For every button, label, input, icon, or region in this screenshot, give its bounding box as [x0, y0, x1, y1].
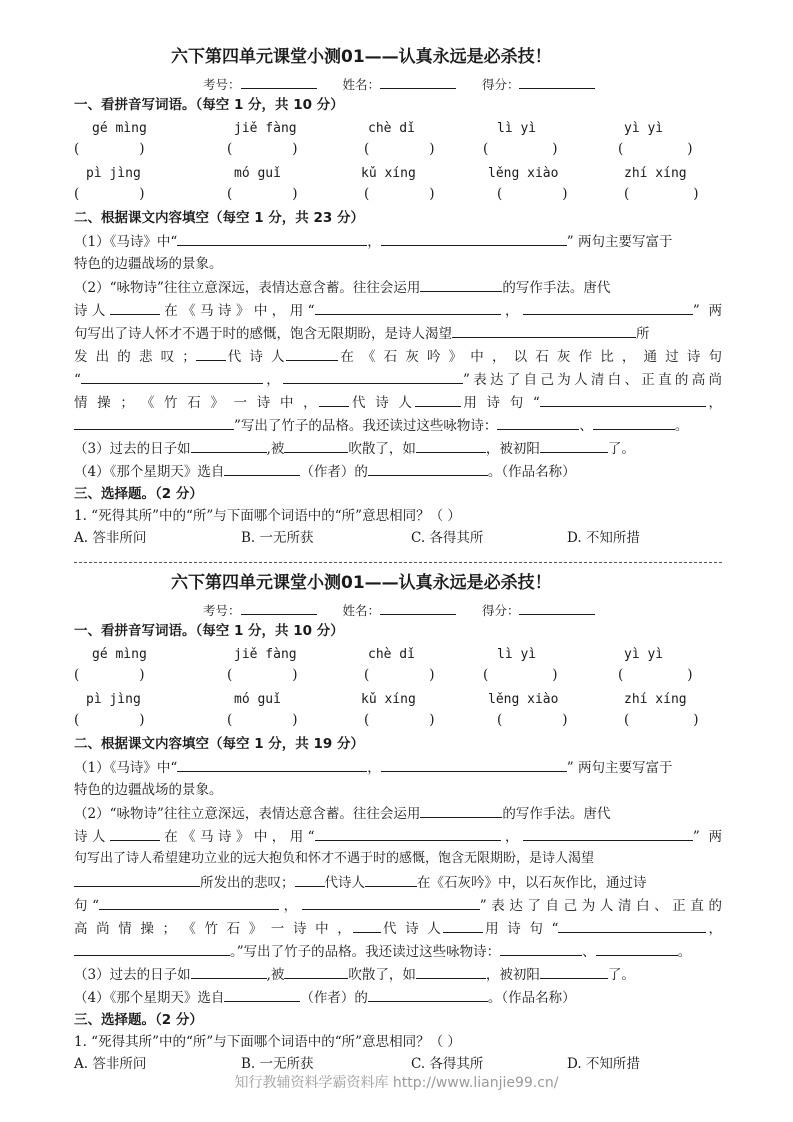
pinyin-item: pì jìng: [86, 166, 141, 181]
pinyin-item: lěng xiào: [488, 692, 559, 707]
pinyin-item: gé mìng: [92, 647, 147, 662]
pinyin-item: chè dǐ: [368, 647, 415, 662]
sheet-title: 六下第四单元课堂小测01——认真永远是必杀技！: [171, 573, 552, 593]
fill-blank[interactable]: [191, 965, 267, 979]
name-blank[interactable]: [380, 601, 456, 615]
choice-option-c[interactable]: C. 各得其所: [411, 530, 484, 546]
fill-blank[interactable]: [177, 758, 367, 772]
cut-line-divider: [74, 562, 722, 563]
fill-line: （3）过去的日子如 ,被 吹散了，如 ，被初阳 了。: [74, 967, 635, 983]
fill-blank[interactable]: [295, 873, 325, 887]
fill-line: 特色的边疆战场的景象。: [74, 782, 223, 798]
fill-line: 情 操 ； 《 竹 石 》 一 诗 中 ， 代 诗 人 用 诗 句 “ ，: [74, 395, 722, 411]
score-blank[interactable]: [519, 601, 595, 615]
fill-blank[interactable]: [319, 393, 349, 407]
section-3-heading: 三、选择题。（2 分）: [74, 486, 203, 502]
answer-box[interactable]: ( ): [497, 712, 568, 728]
fill-blank[interactable]: [500, 942, 582, 956]
fill-line: ”写出了竹子的品格。我还读过这些咏物诗： 、 。: [74, 416, 722, 435]
answer-box[interactable]: ( ): [227, 141, 298, 157]
fill-blank[interactable]: [415, 393, 461, 407]
fill-blank[interactable]: [381, 232, 567, 246]
fill-line: 句写出了诗人怀才不遇于时的感慨，饱含无限期盼，是诗人渴望 所: [74, 326, 650, 342]
fill-blank[interactable]: [196, 347, 226, 361]
fill-blank[interactable]: [283, 370, 463, 384]
fill-line: 。”写出了竹子的品格。我还读过这些咏物诗： 、 。: [74, 942, 722, 961]
fill-line: （1）《马诗》中“ ， ” 两句主要写富于: [74, 234, 673, 250]
pinyin-item: pì jìng: [86, 692, 141, 707]
fill-blank[interactable]: [443, 919, 483, 933]
pinyin-item: jiě fàng: [234, 121, 297, 136]
section-1-heading: 一、看拼音写词语。（每空 1 分，共 10 分）: [74, 623, 344, 639]
fill-blank[interactable]: [224, 988, 300, 1002]
choice-question: 1. “死得其所”中的“所”与下面哪个词语中的“所”意思相同？（ ）: [74, 508, 461, 524]
fill-blank[interactable]: [302, 896, 480, 910]
fill-blank[interactable]: [224, 462, 300, 476]
fill-blank[interactable]: [81, 370, 263, 384]
answer-box[interactable]: ( ): [483, 667, 558, 683]
pinyin-item: chè dǐ: [368, 121, 415, 136]
name-label: 姓名：: [342, 603, 380, 618]
pinyin-item: gé mìng: [92, 121, 147, 136]
fill-blank[interactable]: [593, 416, 675, 430]
watermark-text: 知行教辅资料学霸资料库 http://www.lianjie99.cn/: [234, 1075, 559, 1091]
fill-line: （4）《那个星期天》选自 （作者）的 。（作品名称）: [74, 464, 576, 480]
choice-option-a[interactable]: A. 答非所问: [74, 530, 147, 546]
fill-blank[interactable]: [315, 827, 501, 841]
answer-box[interactable]: ( ): [618, 667, 693, 683]
choice-option-d[interactable]: D. 不知所措: [567, 530, 640, 546]
fill-blank[interactable]: [353, 919, 381, 933]
fill-blank[interactable]: [420, 278, 502, 292]
answer-box[interactable]: ( ): [74, 186, 145, 202]
fill-blank[interactable]: [99, 896, 279, 910]
pinyin-item: mó guǐ: [234, 692, 281, 707]
answer-box[interactable]: ( ): [227, 667, 298, 683]
fill-line: “ ， ”表达了自己为人清白、正直的高尚: [74, 372, 723, 388]
choice-option-b[interactable]: B. 一无所获: [241, 1056, 314, 1072]
fill-blank[interactable]: [74, 416, 234, 430]
fill-line: （2）“咏物诗”往往立意深远，表情达意含蓄。往往会运用 的写作手法。唐代: [74, 280, 611, 296]
section-3-heading: 三、选择题。（2 分）: [74, 1012, 203, 1028]
fill-blank[interactable]: [540, 393, 706, 407]
answer-box[interactable]: ( ): [74, 712, 145, 728]
fill-line: 高 尚 情 操 ； 《 竹 石 》 一 诗 中 ， 代 诗 人 用 诗 句 “ ，: [74, 921, 723, 937]
fill-blank[interactable]: [284, 439, 348, 453]
section-2-heading: 二、根据课文内容填空（每空 1 分，共 19 分）: [74, 736, 364, 752]
fill-line: 发 出 的 悲 叹 ； 代 诗 人 在 《 石 灰 吟 》 中 ， 以 石 灰 作 比 ， 通 过 诗 句: [74, 349, 722, 365]
fill-blank[interactable]: [523, 301, 693, 315]
answer-box[interactable]: ( ): [483, 141, 558, 157]
fill-blank[interactable]: [286, 347, 338, 361]
fill-blank[interactable]: [368, 462, 488, 476]
fill-blank[interactable]: [416, 965, 486, 979]
fill-line: （1）《马诗》中“ ， ” 两句主要写富于: [74, 760, 673, 776]
fill-blank[interactable]: [452, 324, 636, 338]
fill-blank[interactable]: [416, 439, 486, 453]
choice-question: 1. “死得其所”中的“所”与下面哪个词语中的“所”意思相同？（ ）: [74, 1034, 461, 1050]
fill-blank[interactable]: [110, 827, 160, 841]
fill-blank[interactable]: [368, 988, 488, 1002]
pinyin-item: lěng xiào: [488, 166, 559, 181]
pinyin-item: mó guǐ: [234, 166, 281, 181]
pinyin-item: jiě fàng: [234, 647, 297, 662]
pinyin-item: zhí xíng: [624, 166, 687, 181]
choice-option-b[interactable]: B. 一无所获: [241, 530, 314, 546]
fill-blank[interactable]: [420, 804, 502, 818]
answer-box[interactable]: ( ): [227, 186, 298, 202]
choice-option-d[interactable]: D. 不知所措: [567, 1056, 640, 1072]
fill-blank[interactable]: [540, 439, 608, 453]
exam-number-blank[interactable]: [241, 75, 317, 89]
fill-blank[interactable]: [177, 232, 367, 246]
fill-line: （3）过去的日子如 ,被 吹散了，如 ，被初阳 了。: [74, 441, 635, 457]
answer-box[interactable]: ( ): [618, 141, 693, 157]
answer-box[interactable]: ( ): [227, 712, 298, 728]
fill-line: 特色的边疆战场的景象。: [74, 256, 223, 272]
score-label: 得分：: [481, 77, 520, 92]
fill-blank[interactable]: [497, 416, 579, 430]
exam-number-blank[interactable]: [241, 601, 317, 615]
name-blank[interactable]: [380, 75, 456, 89]
pinyin-item: yì yì: [624, 647, 664, 662]
fill-line: 句“ ， ”表达了自己为人清白、正直的: [74, 898, 723, 914]
pinyin-item: lì yì: [497, 647, 537, 662]
pinyin-item: yì yì: [624, 121, 664, 136]
section-2-heading: 二、根据课文内容填空（每空 1 分，共 23 分）: [74, 210, 364, 226]
pinyin-item: kǔ xíng: [361, 166, 416, 181]
sheet-title: 六下第四单元课堂小测01——认真永远是必杀技！: [171, 47, 552, 67]
fill-blank[interactable]: [284, 965, 348, 979]
fill-blank[interactable]: [558, 919, 706, 933]
choice-option-a[interactable]: A. 答非所问: [74, 1056, 147, 1072]
fill-line: （4）《那个星期天》选自 （作者）的 。（作品名称）: [74, 990, 576, 1006]
answer-box[interactable]: ( ): [624, 186, 699, 202]
fill-line: （2）“咏物诗”往往立意深远，表情达意含蓄。往往会运用 的写作手法。唐代: [74, 806, 611, 822]
answer-box[interactable]: ( ): [364, 712, 435, 728]
exam-number-label: 考号：: [203, 603, 241, 618]
fill-blank[interactable]: [74, 873, 200, 887]
fill-blank[interactable]: [596, 942, 678, 956]
answer-box[interactable]: ( ): [364, 186, 435, 202]
answer-box[interactable]: ( ): [624, 712, 699, 728]
score-label: 得分：: [481, 603, 520, 618]
answer-box[interactable]: ( ): [74, 141, 145, 157]
fill-line: 诗人 在《马诗》中，用“ ， ” 两: [74, 303, 723, 319]
student-info-row: [203, 601, 595, 620]
pinyin-item: kǔ xíng: [361, 692, 416, 707]
fill-blank[interactable]: [315, 301, 501, 315]
pinyin-item: lì yì: [497, 121, 537, 136]
section-1-heading: 一、看拼音写词语。（每空 1 分，共 10 分）: [74, 97, 344, 113]
pinyin-item: zhí xíng: [624, 692, 687, 707]
fill-blank[interactable]: [381, 758, 567, 772]
fill-line: 所发出的悲叹； 代诗人 在《石灰吟》中，以石灰作比，通过诗: [74, 873, 722, 892]
answer-box[interactable]: ( ): [364, 141, 435, 157]
answer-box[interactable]: ( ): [497, 186, 568, 202]
score-blank[interactable]: [519, 75, 595, 89]
exam-number-label: 考号：: [203, 77, 241, 92]
fill-blank[interactable]: [191, 439, 267, 453]
choice-option-c[interactable]: C. 各得其所: [411, 1056, 484, 1072]
student-info-row: [203, 75, 595, 94]
name-label: 姓名：: [342, 77, 380, 92]
fill-blank[interactable]: [110, 301, 160, 315]
fill-blank[interactable]: [365, 873, 417, 887]
answer-box[interactable]: ( ): [74, 667, 145, 683]
fill-line: 句写出了诗人希望建功立业的远大抱负和怀才不遇于时的感慨，饱含无限期盼，是诗人渴望: [74, 851, 595, 866]
answer-box[interactable]: ( ): [364, 667, 435, 683]
fill-blank[interactable]: [523, 827, 693, 841]
fill-line: 诗人 在《马诗》中，用“ ， ” 两: [74, 829, 723, 845]
fill-blank[interactable]: [74, 942, 230, 956]
fill-blank[interactable]: [540, 965, 608, 979]
